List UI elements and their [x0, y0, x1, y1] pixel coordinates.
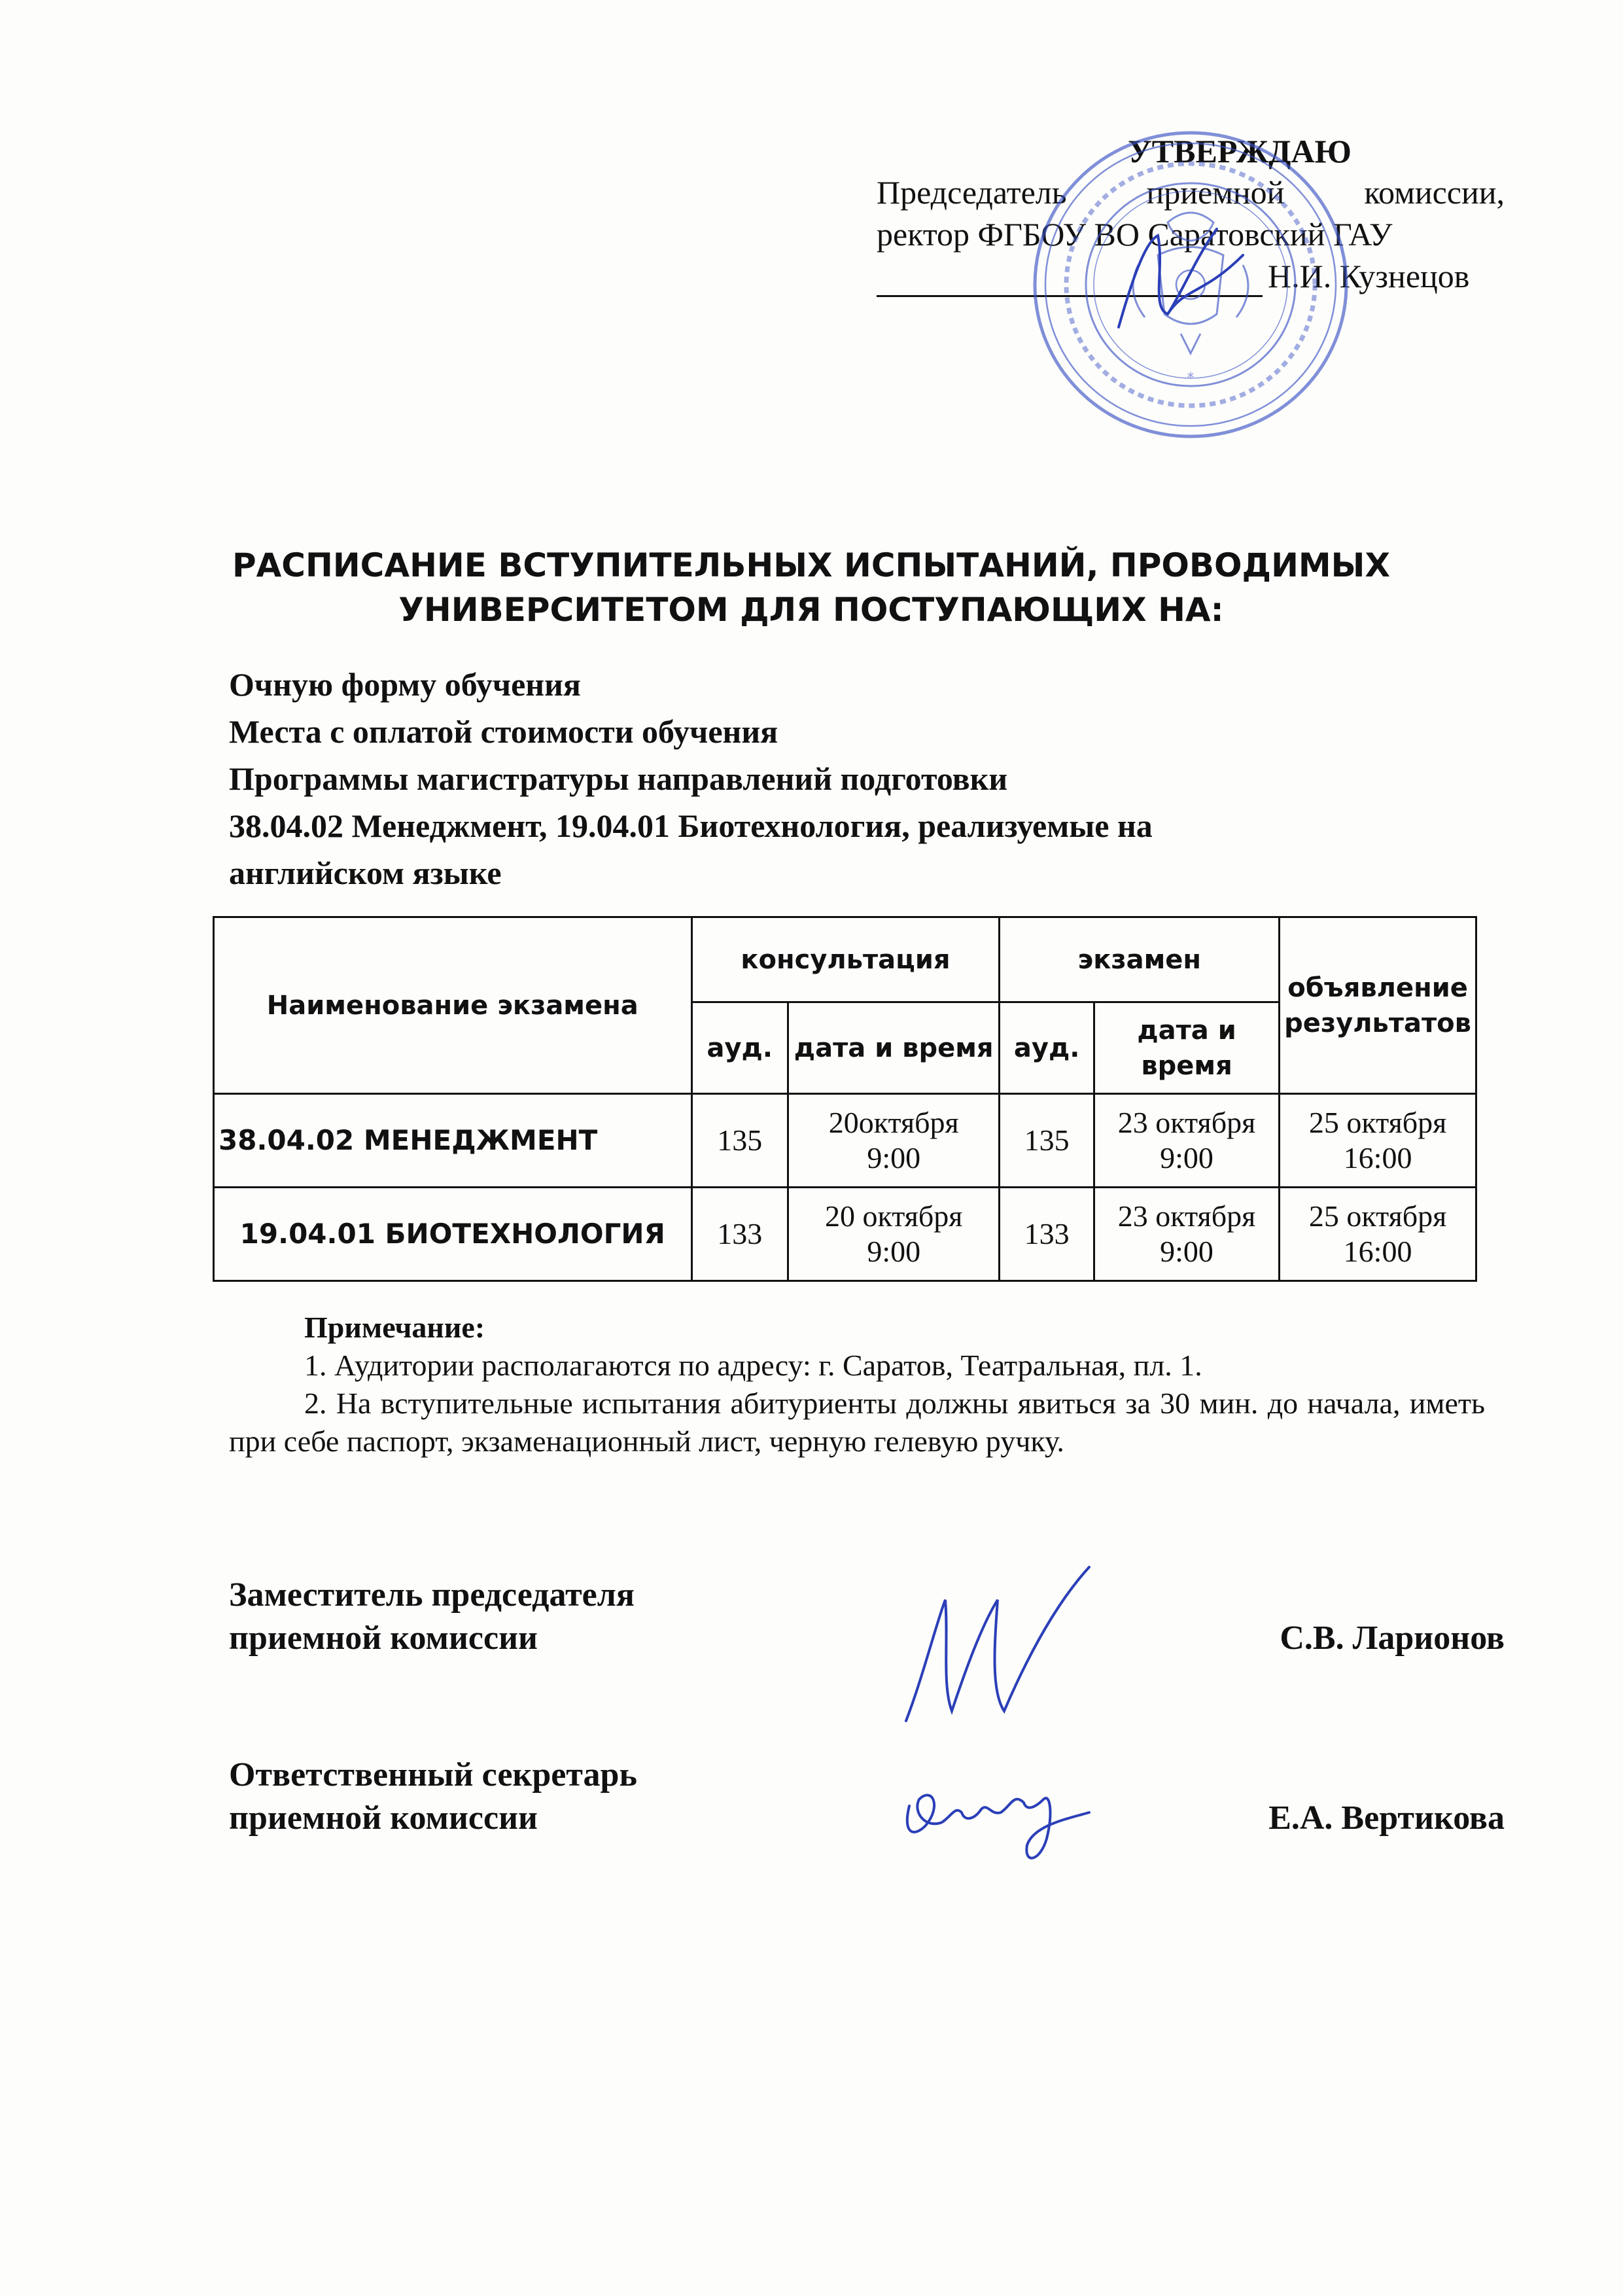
subheader-consult-datetime: дата и время [788, 1002, 1000, 1094]
admission-details [229, 661, 1472, 896]
subheader-exam-room: ауд. [1000, 1002, 1094, 1094]
note-item-2: 2. На вступительные испытания абитуриенты должны явиться за 30 мин. до начала, иметь при себе паспорт, экзаменационный лист, черную гелевую ручку. [229, 1386, 1485, 1458]
approval-heading: УТВЕРЖДАЮ [1128, 133, 1352, 169]
header-exam: экзамен [1000, 917, 1280, 1002]
subheader-consult-room: ауд. [691, 1002, 788, 1094]
consult-room: 133 [691, 1188, 788, 1281]
exam-date: 23 октября [1117, 1106, 1256, 1139]
exam-datetime [1094, 1094, 1279, 1188]
subheader-exam-datetime: дата и время [1094, 1002, 1279, 1094]
deputy-role-line-2: приемной комиссии [229, 1619, 538, 1657]
svg-text:*: * [1187, 370, 1195, 387]
results-datetime [1280, 1094, 1476, 1188]
header-exam-name: Наименование экзамена [214, 917, 692, 1094]
consult-time: 9:00 [867, 1235, 921, 1268]
header-results: объявление результатов [1280, 917, 1476, 1094]
results-datetime [1280, 1188, 1476, 1281]
results-date: 25 октября [1308, 1106, 1447, 1139]
consult-datetime [788, 1188, 1000, 1281]
table-header-row [214, 917, 1476, 1002]
tuition-places: Места с оплатой стоимости обучения [229, 713, 778, 750]
secretary-role [229, 1754, 637, 1840]
secretary-role-line-1: Ответственный секретарь [229, 1756, 637, 1793]
deputy-name: С.В. Ларионов [1280, 1619, 1505, 1657]
exam-name: 38.04.02 МЕНЕДЖМЕНТ [214, 1094, 692, 1188]
consult-datetime [788, 1094, 1000, 1188]
exam-time: 9:00 [1160, 1141, 1213, 1174]
consult-time: 9:00 [867, 1141, 921, 1174]
approval-organization: ректор ФГБОУ ВО Саратовский ГАУ [877, 216, 1393, 253]
exam-room: 133 [1000, 1188, 1094, 1281]
consult-room: 135 [691, 1094, 788, 1188]
exam-time: 9:00 [1160, 1235, 1213, 1268]
exam-schedule-table [213, 916, 1477, 1282]
directions-line-2: английском языке [229, 855, 502, 891]
notes-block [229, 1309, 1485, 1460]
deputy-role-line-1: Заместитель председателя [229, 1576, 635, 1614]
title-line-2: УНИВЕРСИТЕТОМ ДЛЯ ПОСТУПАЮЩИХ НА: [398, 591, 1224, 629]
results-date: 25 октября [1308, 1199, 1447, 1233]
consult-date: 20 октября [824, 1199, 963, 1233]
header-consultation: консультация [691, 917, 1000, 1002]
deputy-role [229, 1574, 635, 1660]
approval-position: Председатель приемной комиссии, [877, 174, 1505, 211]
approval-signatory: Н.И. Кузнецов [1268, 258, 1470, 294]
secretary-signature-icon [896, 1767, 1099, 1871]
program-type: Программы магистратуры направлений подготовки [229, 760, 1008, 797]
secretary-role-line-2: приемной комиссии [229, 1799, 538, 1837]
deputy-signature-icon [883, 1561, 1099, 1731]
exam-name: 19.04.01 БИОТЕХНОЛОГИЯ [214, 1188, 692, 1281]
table-row [214, 1094, 1476, 1188]
deputy-signature-block [229, 1574, 1505, 1660]
title-line-1: РАСПИСАНИЕ ВСТУПИТЕЛЬНЫХ ИСПЫТАНИЙ, ПРОВОДИМЫХ [232, 546, 1391, 584]
exam-datetime [1094, 1188, 1279, 1281]
results-time: 16:00 [1343, 1141, 1412, 1174]
notes-title: Примечание: [304, 1311, 485, 1344]
exam-room: 135 [1000, 1094, 1094, 1188]
document-title [196, 543, 1426, 632]
rector-signature-icon [1106, 216, 1256, 340]
secretary-name: Е.А. Вертикова [1268, 1799, 1505, 1837]
directions-line-1: 38.04.02 Менеджмент, 19.04.01 Биотехнология, реализуемые на [229, 807, 1153, 844]
exam-date: 23 октября [1117, 1199, 1256, 1233]
results-time: 16:00 [1343, 1235, 1412, 1268]
table-row [214, 1188, 1476, 1281]
note-item-1: 1. Аудитории располагаются по адресу: г. Саратов, Театральная, пл. 1. [304, 1349, 1202, 1382]
study-form: Очную форму обучения [229, 666, 581, 703]
consult-date: 20октября [828, 1106, 959, 1139]
secretary-signature-block [229, 1754, 1505, 1840]
